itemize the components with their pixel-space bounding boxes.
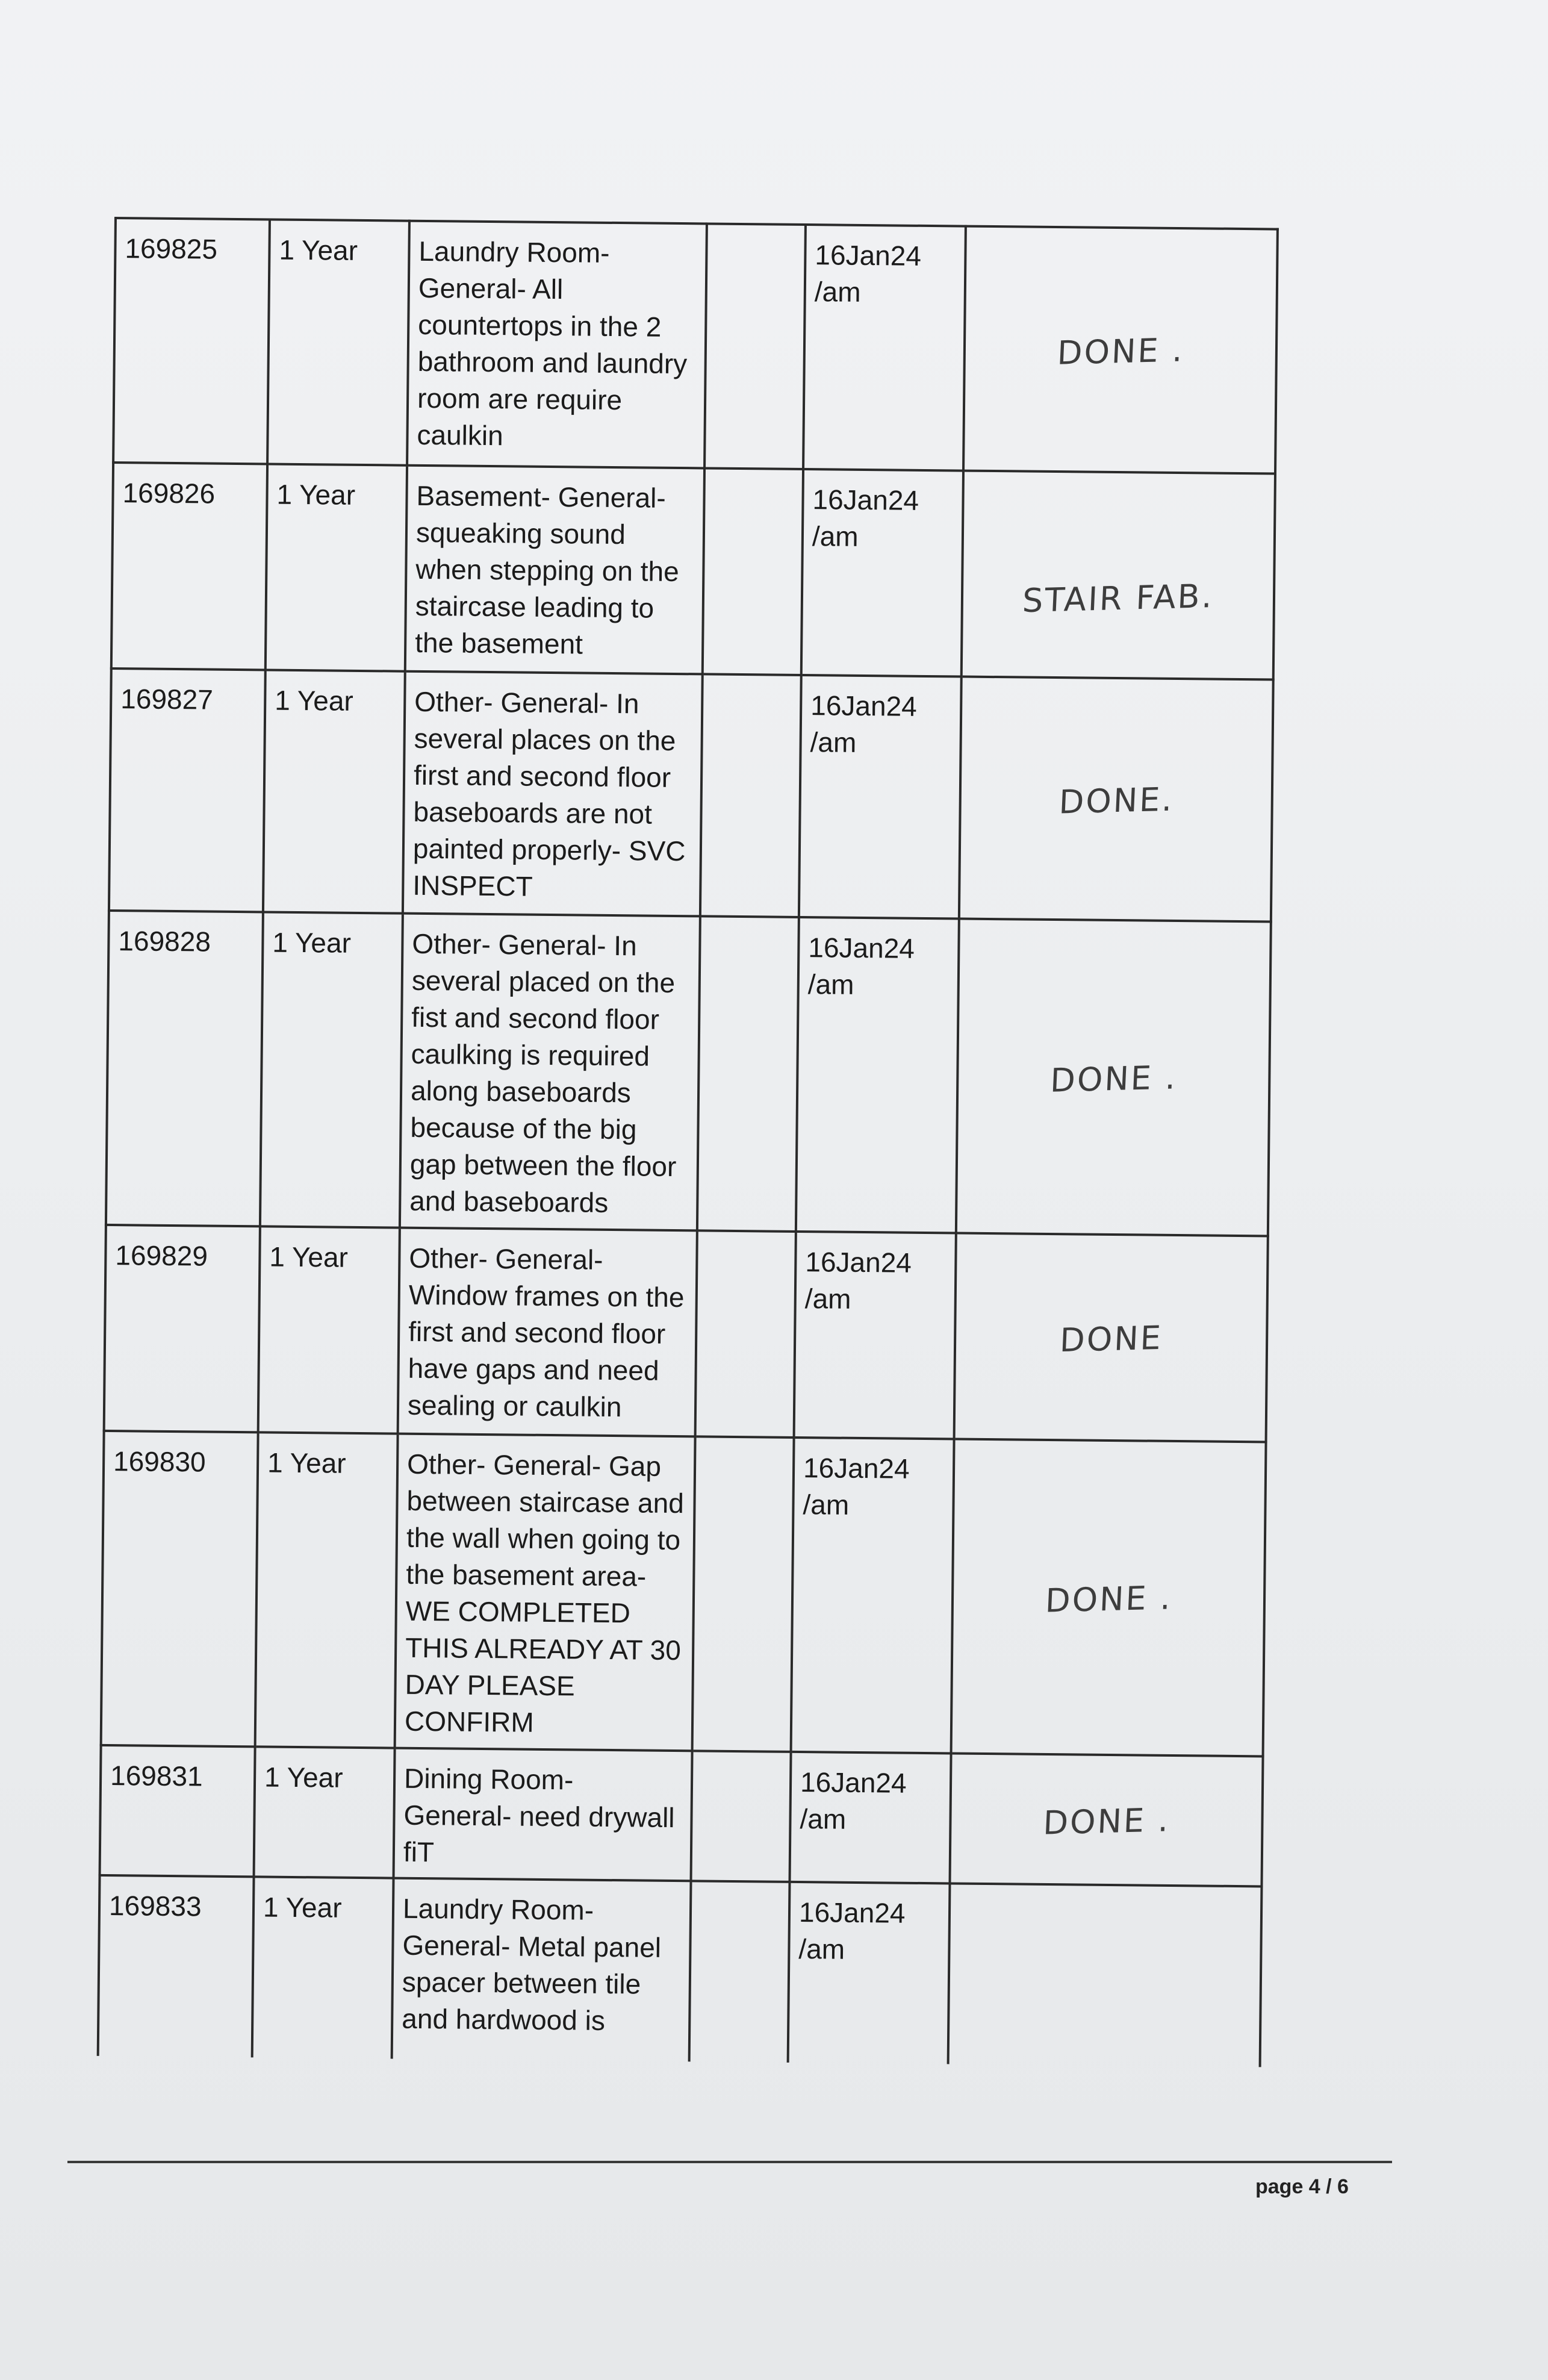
handwritten-status: DONE <box>1058 1318 1163 1360</box>
status-cell <box>956 919 1271 1236</box>
status-cell <box>959 677 1273 922</box>
blank-cell <box>697 916 799 1232</box>
scheduled-date: 16Jan24 /am <box>790 1752 951 1884</box>
scheduled-date: 16Jan24 /am <box>794 1232 956 1439</box>
scheduled-date: 16Jan24 /am <box>791 1438 954 1754</box>
status-cell <box>954 1233 1268 1442</box>
table-row <box>109 668 1273 922</box>
deficiency-table <box>97 217 1279 2067</box>
handwritten-status: DONE . <box>1056 331 1185 372</box>
item-number: 169833 <box>98 1875 254 2057</box>
status-cell <box>962 471 1275 680</box>
warranty-period: 1 Year <box>255 1432 398 1748</box>
page-number: page 4 / 6 <box>1255 2175 1349 2198</box>
item-number: 169826 <box>111 463 267 670</box>
item-number: 169828 <box>106 911 263 1226</box>
item-description: Dining Room- General- need drywall fiT <box>394 1748 692 1881</box>
warranty-period: 1 Year <box>266 464 407 671</box>
status-cell <box>951 1439 1266 1756</box>
blank-cell <box>695 1230 796 1438</box>
warranty-period: 1 Year <box>258 1226 400 1433</box>
blank-cell <box>703 468 803 675</box>
item-number: 169830 <box>101 1431 258 1746</box>
blank-cell <box>692 1436 794 1752</box>
warranty-period: 1 Year <box>260 912 403 1227</box>
handwritten-status: STAIR FAB. <box>1021 576 1215 620</box>
item-number: 169831 <box>100 1745 255 1877</box>
warranty-period: 1 Year <box>254 1746 395 1878</box>
scheduled-date: 16Jan24 /am <box>796 917 959 1233</box>
item-description: Other- General- Window frames on the first and second floor have gaps and need sealing or caulkin <box>398 1228 697 1437</box>
item-number: 169827 <box>109 668 266 912</box>
table-row <box>98 1875 1262 2067</box>
table-row <box>113 218 1278 474</box>
item-description: Laundry Room- General- All countertops in the 2 bathroom and laundry room are require caulkin <box>407 221 707 469</box>
blank-cell <box>704 223 806 469</box>
footer-divider <box>67 2161 1392 2163</box>
scheduled-date: 16Jan24 /am <box>788 1882 950 2064</box>
item-description: Basement- General- squeaking sound when stepping on the staircase leading to the basement <box>405 466 704 674</box>
item-number: 169825 <box>113 218 270 464</box>
status-cell <box>963 226 1278 474</box>
handwritten-status: DONE. <box>1058 780 1175 821</box>
blank-cell <box>700 674 801 917</box>
scheduled-date: 16Jan24 /am <box>803 225 966 471</box>
table-row <box>106 911 1271 1236</box>
table-row <box>100 1745 1263 1887</box>
item-description: Other- General- Gap between staircase and the wall when going to the basement area- WE COMPLETED THIS ALREADY AT 30 DAY PLEASE CONFIRM <box>395 1434 695 1751</box>
table-row <box>104 1225 1268 1442</box>
scheduled-date: 16Jan24 /am <box>801 469 963 677</box>
handwritten-status: DONE . <box>1044 1578 1173 1620</box>
warranty-period: 1 Year <box>263 670 405 913</box>
table-row <box>111 463 1275 680</box>
warranty-period: 1 Year <box>267 219 409 465</box>
blank-cell <box>689 1881 790 2063</box>
blank-cell <box>691 1751 791 1882</box>
item-description: Other- General- In several places on the first and second floor baseboards are not painted properly- SVC INSPECT <box>403 671 703 917</box>
table-row <box>101 1431 1266 1757</box>
scheduled-date: 16Jan24 /am <box>799 675 962 919</box>
item-number: 169829 <box>104 1225 260 1432</box>
item-description: Other- General- In several placed on the fist and second floor caulking is required along baseboards because of the big gap between the floor and baseboards <box>400 914 700 1231</box>
warranty-period: 1 Year <box>252 1877 394 2058</box>
handwritten-status: DONE . <box>1049 1058 1178 1100</box>
handwritten-status: DONE . <box>1042 1801 1171 1842</box>
status-cell <box>948 1883 1262 2067</box>
status-cell <box>950 1753 1263 1886</box>
item-description: Laundry Room- General- Metal panel spacer between tile and hardwood is <box>392 1878 691 2062</box>
